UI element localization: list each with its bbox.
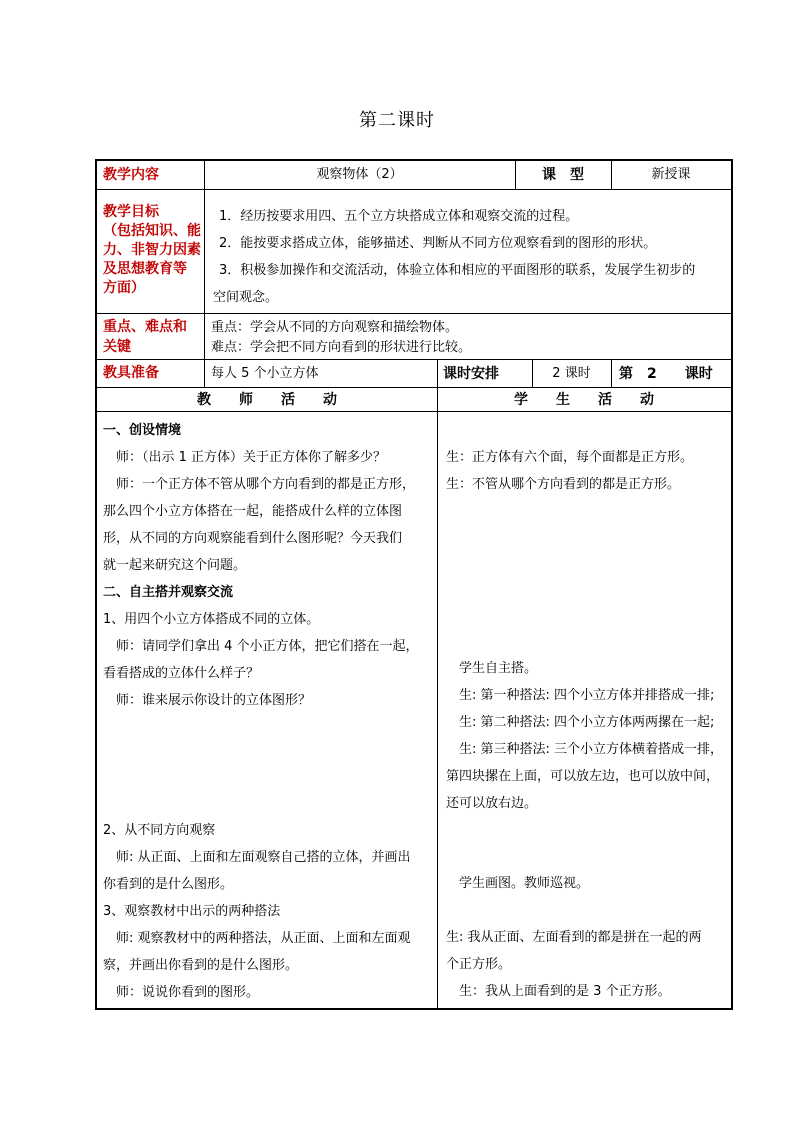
goal-item: 3．积极参加操作和交流活动，体验立体和相应的平面图形的联系，发展学生初步的 [219,263,696,278]
content-value: 观察物体（2） [316,167,403,182]
student-line: 个正方形。 [446,957,512,972]
student-line: 生: 我从正面、左面看到的都是拼在一起的两 [446,930,702,945]
row-divider [97,411,731,412]
student-line: 学生自主搭。 [446,661,538,676]
teacher-line: 形，从不同的方向观察能看到什么图形呢？今天我们 [103,531,403,546]
goal-item: 2．能按要求搭成立体，能够描述、判断从不同方位观察看到的图形的形状。 [219,236,657,251]
teacher-line: 二、自主搭并观察交流 [103,585,234,600]
row-divider [97,313,731,314]
student-line: 生：正方体有六个面，每个面都是正方形。 [446,450,694,465]
teacher-line: 2、从不同方向观察 [103,823,216,838]
page-title: 第二课时 [359,110,435,131]
teacher-line: 师：说说你看到的图形。 [103,985,260,1000]
type-label: 课 型 [542,167,584,183]
prep-label: 教具准备 [103,365,159,381]
student-line: 生: 第二种搭法: 四个小立方体两两摞在一起; [446,715,715,730]
goals-label-line: 方面） [103,280,145,296]
teacher-line: 3、观察教材中出示的两种搭法 [103,904,281,919]
teacher-line: 师：谁来展示你设计的立体图形？ [103,693,312,708]
schedule-label: 课时安排 [443,366,499,382]
key-label-line: 关键 [103,339,131,355]
row-divider [97,359,731,360]
row-divider [97,387,731,388]
teacher-line: 看看搭成的立体什么样子？ [103,666,260,681]
teacher-line: 师：（出示 1 正方体）关于正方体你了解多少？ [103,450,387,465]
goals-label-line: 及思想教育等 [103,261,187,277]
key-difficulty: 难点：学会把不同方向看到的形状进行比较。 [211,340,472,355]
student-line: 生：我从上面看到的是 3 个正方形。 [446,984,671,999]
teacher-line: 师: 观察教材中的两种搭法，从正面、上面和左面观 [103,931,411,946]
student-line: 生: 第三种搭法: 三个小立方体横着搭成一排， [446,742,724,757]
teacher-line: 就一起来研究这个问题。 [103,558,247,573]
key-label-line: 重点、难点和 [103,319,187,335]
col-divider [204,161,205,387]
goal-item: 1．经历按要求用四、五个立方块搭成立体和观察交流的过程。 [219,209,579,224]
teacher-line: 你看到的是什么图形。 [103,877,234,892]
col-divider [437,359,438,1010]
goals-list [213,203,729,311]
goals-label-line: （包括知识、能 [103,223,201,239]
teacher-activity-header: 教 师 活 动 [197,392,337,408]
goals-label-line: 力、非智力因素 [103,242,201,258]
lesson-plan-table [95,159,733,1010]
goal-item: 空间观念。 [213,290,279,305]
key-label [103,317,187,357]
student-line: 学生画图。教师巡视。 [446,876,590,891]
teacher-line: 师：请同学们拿出 4 个小正方体，把它们搭在一起， [103,639,419,654]
teacher-line: 1、用四个小立方体搭成不同的立体。 [103,612,320,627]
teacher-line: 一、创设情境 [103,423,182,438]
goals-label [103,203,201,298]
student-line: 生: 第一种搭法: 四个小立方体并排搭成一排; [446,688,715,703]
key-point: 重点：学会从不同的方向观察和描绘物体。 [211,320,459,335]
teacher-line: 察，并画出你看到的是什么图形。 [103,958,299,973]
row-divider [97,189,731,190]
content-label: 教学内容 [103,167,159,183]
student-activity-header: 学 生 活 动 [514,392,654,408]
goals-label-line: 教学目标 [103,204,159,220]
lesson-number: 第 2 课时 [619,366,713,382]
teacher-line: 那么四个小立方体搭在一起，能搭成什么样的立体图 [103,504,403,519]
student-line: 生：不管从哪个方向看到的都是正方形。 [446,477,681,492]
col-divider [611,359,612,387]
teacher-line: 师: 从正面、上面和左面观察自己搭的立体，并画出 [103,850,411,865]
teacher-line: 师：一个正方体不管从哪个方向看到的都是正方形， [103,477,416,492]
prep-value: 每人 5 个小立方体 [211,366,319,381]
student-line: 第四块摞在上面，可以放左边，也可以放中间， [446,769,720,784]
type-value: 新授课 [651,167,691,182]
schedule-value: 2 课时 [552,366,591,381]
student-line: 还可以放右边。 [446,796,538,811]
